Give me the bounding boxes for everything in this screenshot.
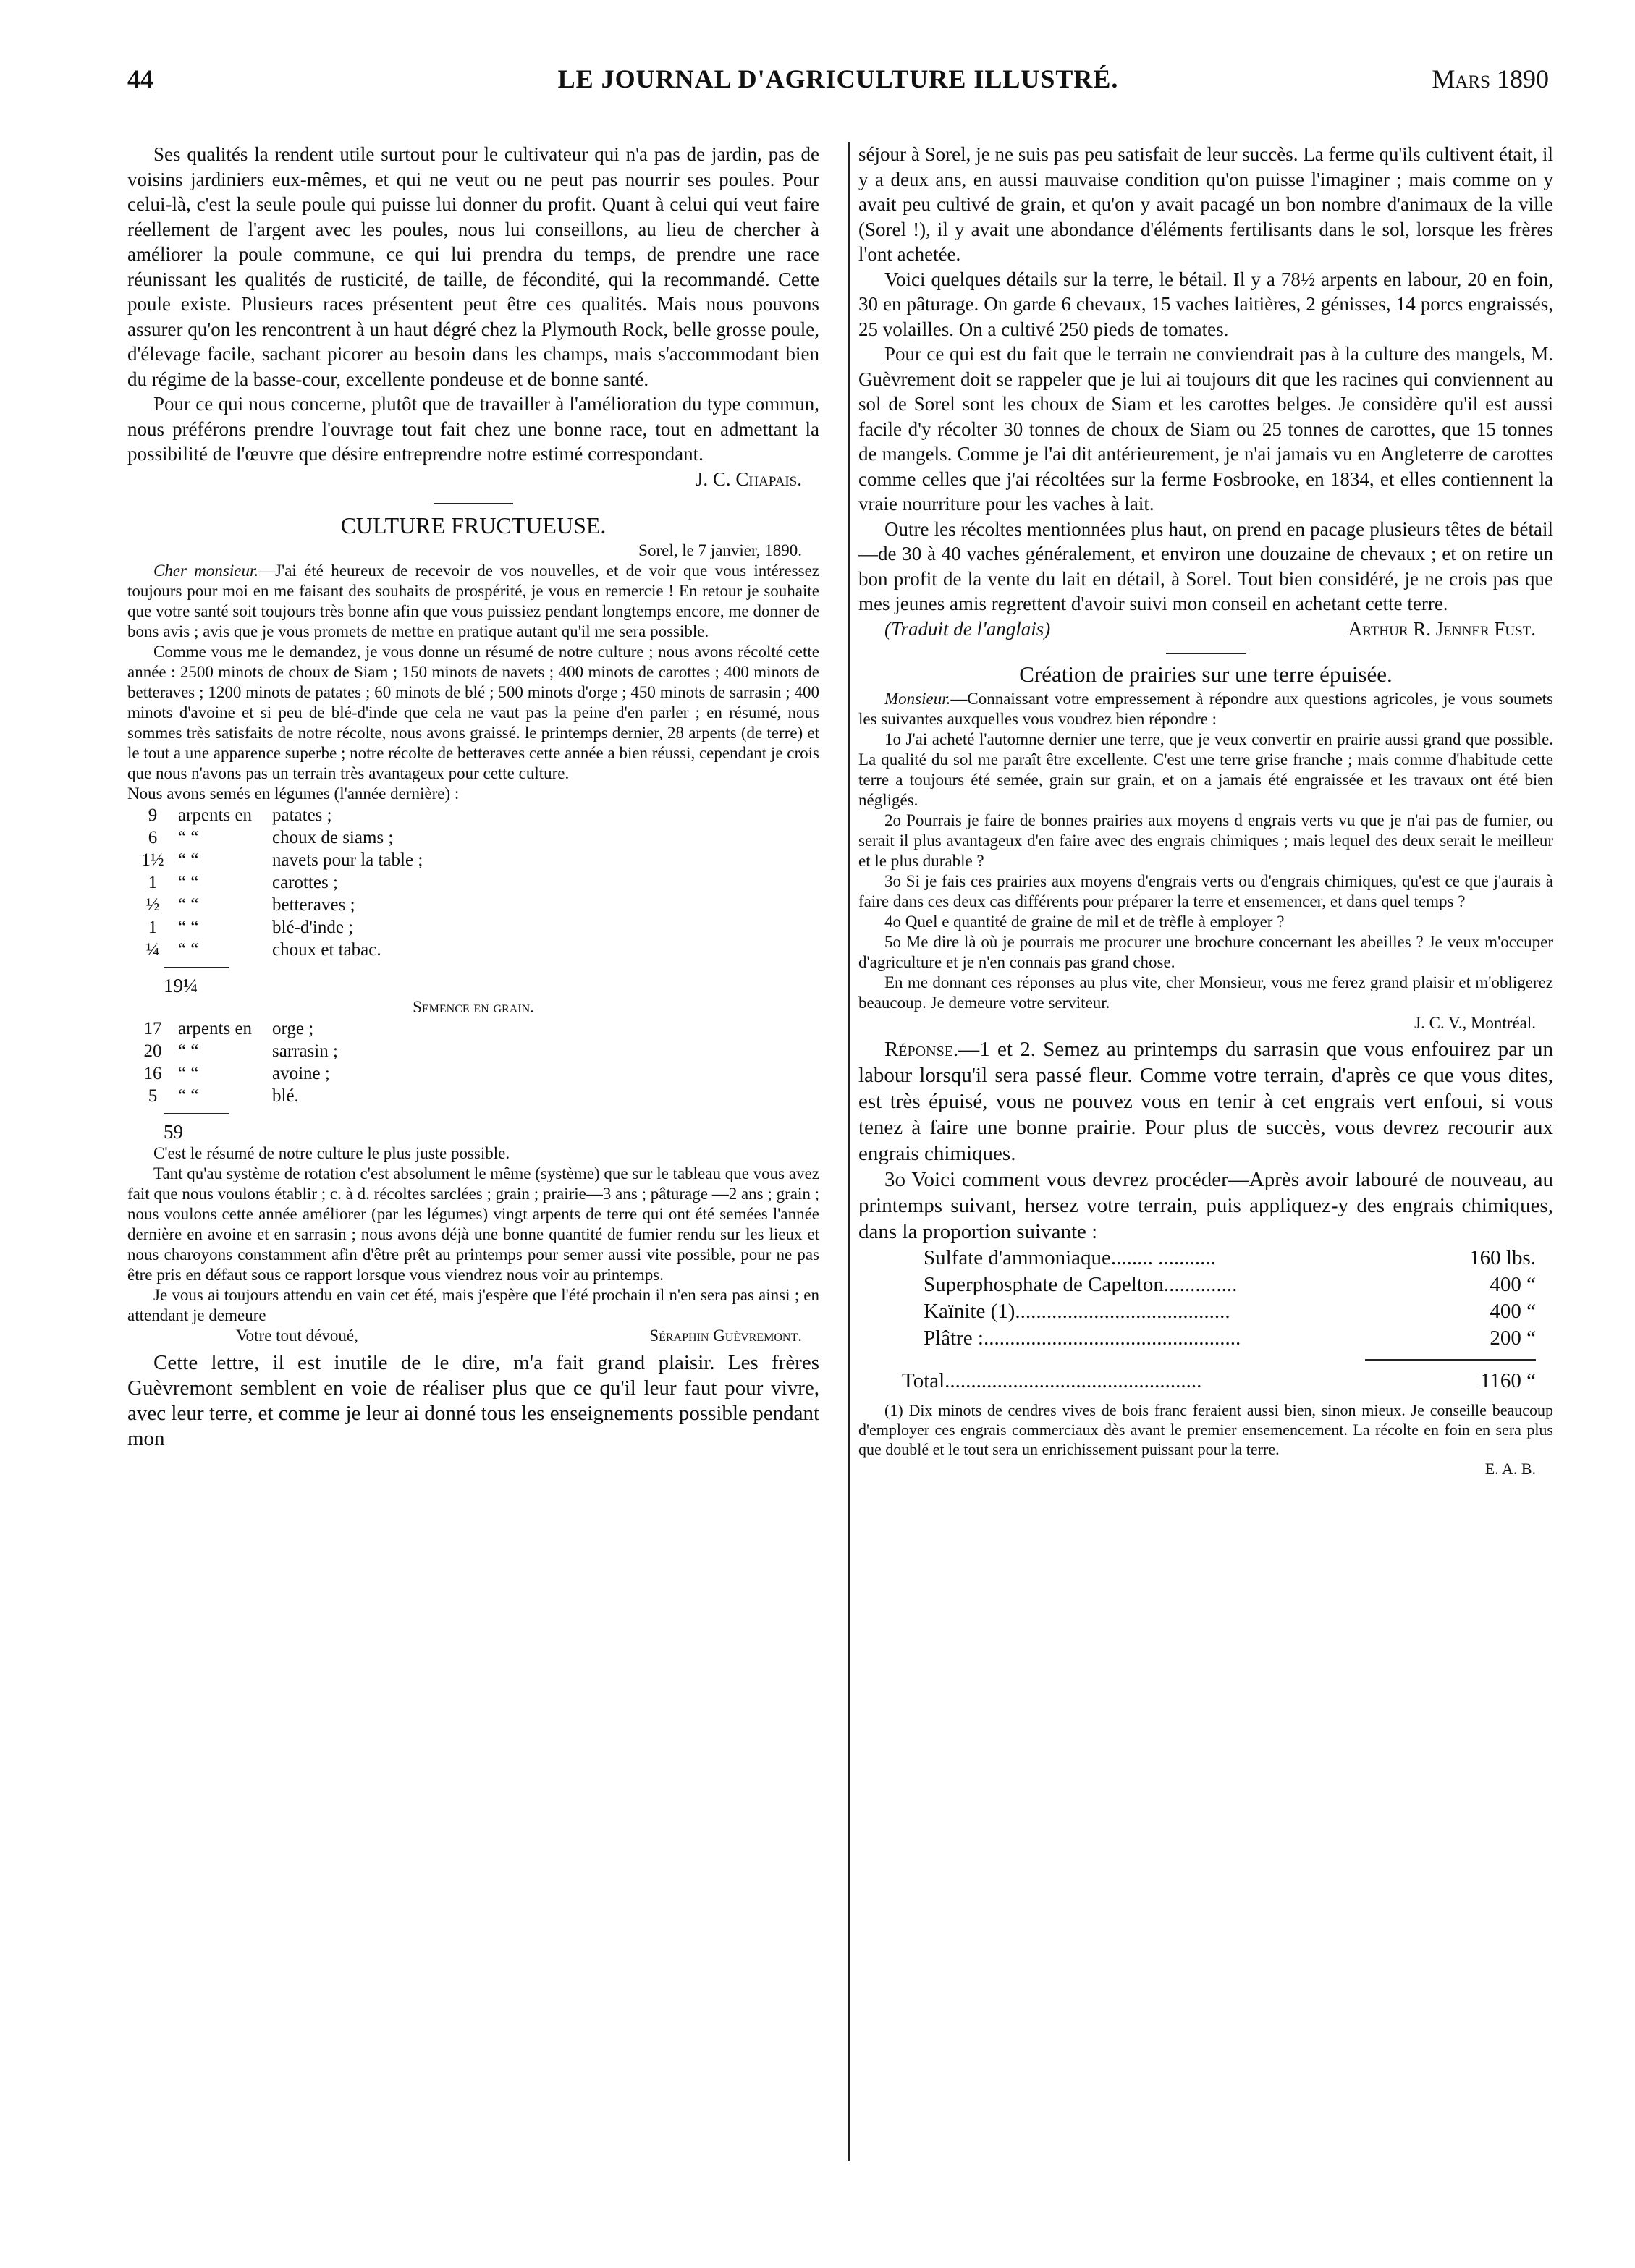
question-signature: J. C. V., Montréal. xyxy=(1414,1014,1536,1032)
intro-paragraph: Ses qualités la rendent utile surtout pour le cultivateur qui n'a pas de jardin, pas de voisins jardiniers eux-mêmes, et qui ne veut ou ne peut pas nourrir ses poules. Pour celui-là, c'est la seule poule qui puisse lui donner du profit. Quant à celui qui veut faire réellement de l'argent avec les poules, nous lui conseillons, au lieu de chercher à améliorer la poule commune, ce qui lui prendra du temps, de prendre une race réunissant les qualités de rusticité, de taille, de fécondité, qui la recommandé. Cette poule existe. Plusieurs races présentent peut être ces qualités. Mais nous pouvons assurer qu'on les rencontrent à un haut dégré chez la Plymouth Rock, belle grosse poule, d'élevage facile, sachant picorer au besoin dans les champs, mais s'accommodant bien du régime de la basse-cour, excellente pondeuse et de bonne santé. xyxy=(127,143,819,390)
comment-paragraph: Cette lettre, il est inutile de le dire, m'a fait grand plaisir. Les frères Guèvremont semblent en voie de réaliser plus que ce qu'il leur faut pour vivre, avec leur terre, et comme je leur ai donné tous les enseignements possible pendant mon xyxy=(127,1351,819,1450)
section-title: CULTURE FRUCTUEUSE. xyxy=(340,512,607,538)
table-row: 20 “ “ sarrasin ; xyxy=(143,1041,338,1061)
question-closing: En me donnant ces réponses au plus vite, cher Monsieur, vous me ferez grand plaisir et m'obligerez beaucoup. Je demeure votre serviteur. xyxy=(858,973,1553,1012)
grain-table xyxy=(127,1017,819,1107)
salutation: Cher monsieur. xyxy=(153,562,259,580)
question-item: 1o J'ai acheté l'automne dernier une terre, que je veux convertir en prairie aussi grand que possible. La qualité du sol me paraît être excellente. C'est une terre grise franche ; mais comme d'habitude cette terre a toujours été semée, grain sur grain, et on a jamais été engraissée et les travaux ont été bien négligés. xyxy=(858,730,1553,809)
section-rule xyxy=(434,503,513,504)
total-rule xyxy=(164,967,229,968)
table-row: 5 “ “ blé. xyxy=(148,1086,299,1106)
column-divider xyxy=(848,142,850,2161)
total-label: Total................................................. xyxy=(902,1369,1202,1392)
legumes-total: 19¼ xyxy=(164,975,198,997)
answer-label: Réponse. xyxy=(884,1038,959,1061)
page-number: 44 xyxy=(127,64,153,93)
salutation: Monsieur. xyxy=(884,690,951,708)
table-row: 6 “ “ choux de siams ; xyxy=(148,828,394,847)
total-value: 1160 “ xyxy=(1479,1369,1536,1392)
left-column xyxy=(127,142,819,2168)
letter-paragraph: Je vous ai toujours attendu en vain cet été, mais j'espère que l'été prochain il n'en sera pas ainsi ; en attendant je demeure xyxy=(127,1286,819,1324)
table-row: 1 “ “ blé-d'inde ; xyxy=(148,918,354,937)
table-row: 17 arpents en orge ; xyxy=(143,1019,314,1038)
issue-date: Mars 1890 xyxy=(1432,64,1549,93)
translation-note: (Traduit de l'anglais) xyxy=(884,617,1051,640)
question-item: 5o Me dire là où je pourrais me procurer une brochure concernant les abeilles ? Je veux m'occuper d'agriculture et je n'en connais pas grand chose. xyxy=(858,933,1553,971)
table-row: Plâtre :................................................. 200 “ xyxy=(924,1326,1536,1350)
summary-line: C'est le résumé de notre culture le plus juste possible. xyxy=(153,1144,510,1162)
section-rule xyxy=(1166,653,1246,654)
closing-line: Votre tout dévoué, xyxy=(236,1326,358,1345)
place-date: Sorel, le 7 janvier, 1890. xyxy=(638,541,802,559)
grain-total: 59 xyxy=(164,1121,183,1143)
answer-paragraph: —1 et 2. Semez au printemps du sarrasin que vous enfouirez par un labour lorsqu'il sera passé fleur. Comme votre terrain, d'après ce que vous dites, est très épuisé, vous ne pouvez vous en tenir à cet engrais vert enfoui, si vous tenez à faire une bonne prairie. Pour plus de succès, vous devrez recourir aux engrais chimiques. xyxy=(858,1038,1553,1165)
letter-paragraph: Comme vous me le demandez, je vous donne un résumé de notre culture ; nous avons récolté cette année : 2500 minots de choux de Siam ; 150 minots de navets ; 400 minots de carottes ; 400 minots de betteraves ; 1200 minots de patates ; 60 minots de blé ; 500 minots d'orge ; 450 minots de sarrasin ; 400 minots d'avoine et si peu de blé-d'inde que cela ne vaut pas la peine d'en parler ; en résumé, nous sommes très satisfaits de notre récolte, nous avons graissé. le printemps dernier, 28 arpents (de terre) et le tout a une apparence superbe ; notre récolte de betteraves cette année a bien réussi, cependant je crois que nous n'avons pas un terrain très avantageux pour cette culture. xyxy=(127,643,819,782)
author-signature: J. C. Chapais. xyxy=(695,467,802,490)
right-column xyxy=(858,142,1553,2168)
letter-closing xyxy=(127,1326,819,1346)
total-rule xyxy=(164,1113,229,1114)
table-row: ½ “ “ betteraves ; xyxy=(145,895,355,915)
table-row: 1 “ “ carottes ; xyxy=(148,873,338,892)
intro-paragraph: Pour ce qui nous concerne, plutôt que de travailler à l'amélioration du type commun, nous préférons prendre l'ouvrage tout fait chez une bonne race, tout en admettant la possibilité de l'œuvre que désire entreprendre notre estimé correspondant. xyxy=(127,393,819,465)
letter-signature: Séraphin Guèvremont. xyxy=(649,1326,802,1345)
author-signature: Arthur R. Jenner Fust. xyxy=(1348,617,1536,640)
letter-paragraph: Tant qu'au système de rotation c'est absolument le même (système) que sur le tableau que vous avez fait que nous voulons établir ; c. à d. récoltes sarclées ; grain ; prairie—3 ans ; pâturage —2 ans ; grain ; nous voulons cette année améliorer (par les légumes) vingt arpents de terre qui ont été semées l'année dernière en avoine et en sarrasin ; nous avons déjà une bonne quantité de fumier rendu sur les lieux et nous charoyons constamment afin d'être prêt au printemps pour semer aussi vite possible, pour ne pas être pris en défaut sous ce rapport lorsque vous viendrez nous voir au printemps. xyxy=(127,1164,819,1284)
table-row: 9 arpents en patates ; xyxy=(148,805,332,825)
question-item: 4o Quel e quantité de graine de mil et de trèfle à employer ? xyxy=(884,913,1285,931)
table-row: Superphosphate de Capelton.............. 400 “ xyxy=(924,1273,1536,1296)
body-paragraph: Pour ce qui est du fait que le terrain ne conviendrait pas à la culture des mangels, M. Guèvrement doit se rappeler que je lui ai toujours dit que les racines qui conviennent au sol de Sorel sont les choux de Siam et les carottes belges. Je considère qu'il est aussi facile d'y récolter 30 tonnes de choux de Siam ou 25 tonnes de carottes, que 15 tonnes de mangels. Comme je l'ai dit antérieurement, je n'ai jamais vu en Angleterre de carottes comme celles que j'ai récoltées sur la ferme Fosbrooke, en 1834, et elles contiennent la vraie nourriture pour les vaches à lait. xyxy=(858,343,1553,515)
table-row: ¼ “ “ choux et tabac. xyxy=(145,940,381,960)
fertilizer-table xyxy=(858,1245,1553,1352)
letter-paragraph: —J'ai été heureux de recevoir de vos nouvelles, et de voir que vous intéressez toujours pour moi en me faisant des souhaits de prospérité, je vous en remercie ! En retour je souhaite que votre santé soit toujours très bonne afin que vous puissiez pendant longtemps encore, me donner de bons avis ; avis que je vous promets de mettre en pratique autant qu'il me sera possible. xyxy=(127,562,819,640)
fertilizer-total xyxy=(858,1368,1553,1395)
table-row: Sulfate d'ammoniaque........ ........... 160 lbs. xyxy=(924,1246,1536,1269)
table-row: Kaïnite (1)......................................... 400 “ xyxy=(924,1300,1536,1323)
table-row: 1½ “ “ navets pour la table ; xyxy=(141,850,423,870)
body-paragraph: séjour à Sorel, je ne suis pas peu satisfait de leur succès. La ferme qu'ils cultivent était, il y a deux ans, en aussi mauvaise condition qu'on puisse l'imaginer ; mais comme on y avait peu cultivé de grain, et qu'on y avait pacagé un bon nombre d'animaux de la ville (Sorel !), il y avait une abondance d'éléments fertilisants dans le sol, lorsque les frères l'ont achetée. xyxy=(858,143,1553,265)
body-paragraph: Outre les récoltes mentionnées plus haut, on prend en pacage plusieurs têtes de bétail—de 30 à 40 vaches généralement, et environ une douzaine de chevaux ; et on retire un bon profit de la vente du lait en détail, à Sorel. Tout bien considéré, je ne crois pas que mes jeunes amis regrettent d'avoir suivi mon conseil en achetant cette terre. xyxy=(858,517,1553,614)
translation-signature-row xyxy=(858,617,1553,642)
table-row: 16 “ “ avoine ; xyxy=(143,1064,330,1083)
section-title: Création de prairies sur une terre épuisée. xyxy=(1019,661,1393,687)
page-header xyxy=(127,64,1549,107)
footnote: (1) Dix minots de cendres vives de bois franc feraient aussi bien, sinon mieux. Je conseille beaucoup d'employer ces engrais commerciaux dès avant le premier ensemencement. La récolte en foin en sera plus que doublé et le tout sera un enrichissement puissant pour la terre. xyxy=(858,1401,1553,1458)
journal-title: LE JOURNAL D'AGRICULTURE ILLUSTRÉ. xyxy=(557,64,1119,93)
grain-heading: Semence en grain. xyxy=(413,998,534,1016)
question-item: 2o Pourrais je faire de bonnes prairies aux moyens d engrais verts vu que je n'ai pas de fumier, ou serait il plus avantageux d'en faire avec des engrais chimiques ; mais lequel des deux serait le meilleur et le plus durable ? xyxy=(858,811,1553,870)
question-item: 3o Si je fais ces prairies aux moyens d'engrais verts ou d'engrais chimiques, qu'est ce que j'aurais à faire dans ces deux cas différents pour préparer la terre et ensemencer, et dans quel temps ? xyxy=(858,872,1553,910)
legumes-intro: Nous avons semés en légumes (l'année dernière) : xyxy=(127,784,460,803)
footnote-signature: E. A. B. xyxy=(1484,1460,1536,1478)
body-paragraph: Voici quelques détails sur la terre, le bétail. Il y a 78½ arpents en labour, 20 en foin, 30 en pâturage. On garde 6 chevaux, 15 vaches laitières, 2 génisses, 14 porcs engraissés, 25 volailles. On a cultivé 250 pieds de tomates. xyxy=(858,268,1553,340)
legumes-table xyxy=(127,804,819,961)
answer-paragraph: 3o Voici comment vous devrez procéder—Après avoir labouré de nouveau, au printemps suivant, hersez votre terrain, puis appliquez-y des engrais chimiques, dans la proportion suivante : xyxy=(858,1168,1553,1243)
total-rule xyxy=(1365,1359,1536,1361)
question-intro: —Connaissant votre empressement à répondre aux questions agricoles, je vous soumets les suivantes auxquelles vous voudrez bien répondre : xyxy=(858,690,1553,728)
